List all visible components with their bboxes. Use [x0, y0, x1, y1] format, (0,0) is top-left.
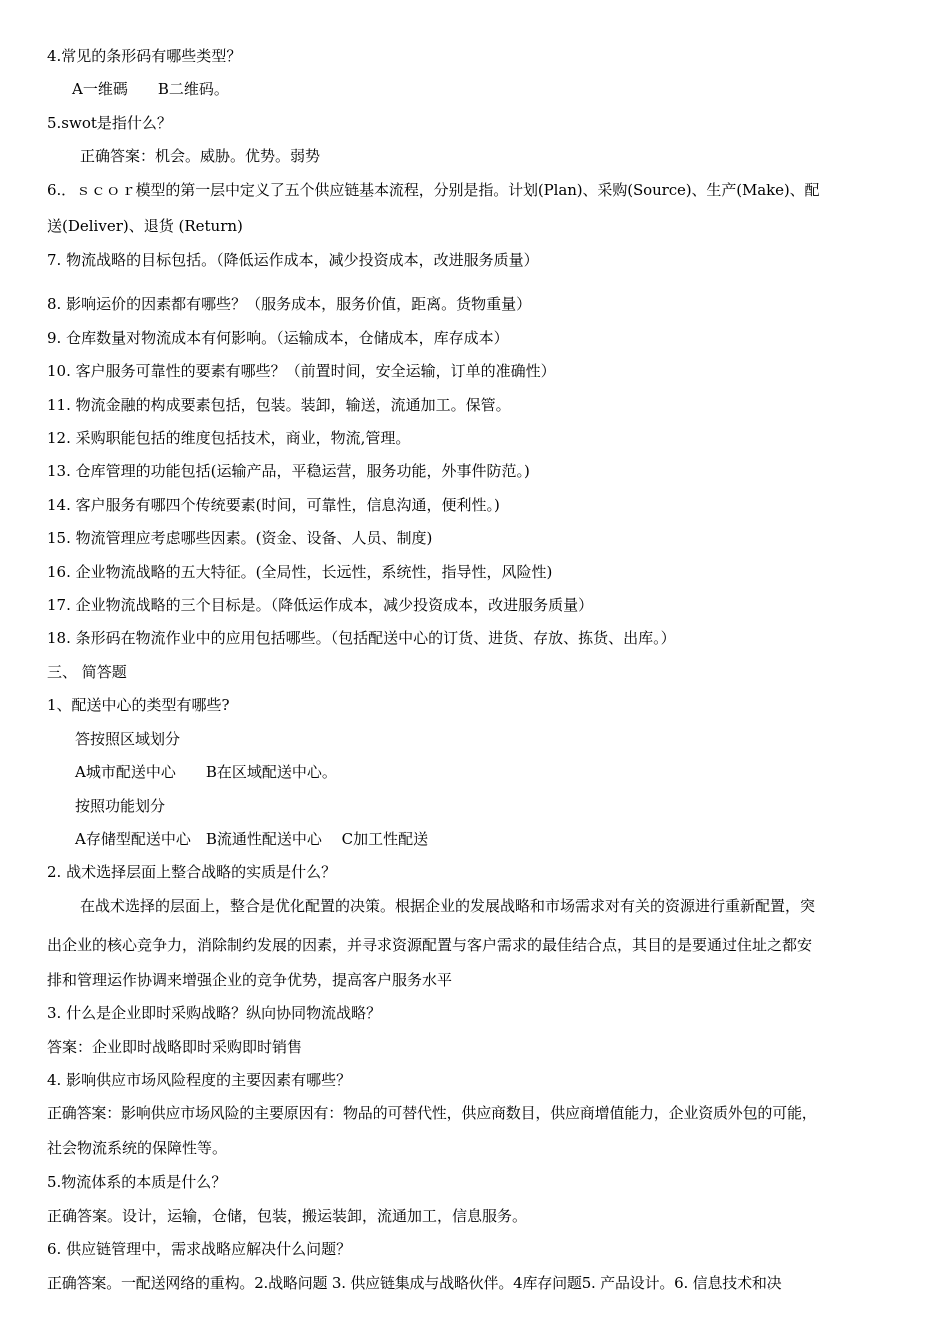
- short-question-4-line: 4. 影响供应市场风险程度的主要因素有哪些？: [47, 1071, 352, 1089]
- short-answer-1-region-label: 答按照区域划分: [75, 730, 181, 748]
- question-6-line-2: 送(Deliver)、退货 (Return): [47, 217, 243, 235]
- item-15-line: 15. 物流管理应考虑哪些因素。(资金、设备、人员、制度): [47, 529, 433, 547]
- item-13-line: 13. 仓库管理的功能包括(运输产品，平稳运营，服务功能，外事件防范。): [47, 462, 530, 480]
- answer-5-line: 正确答案：机会。威胁。优势。弱势: [80, 147, 321, 165]
- short-answer-4-line-2: 社会物流系统的保障性等。: [47, 1139, 228, 1157]
- short-answer-2-line-2: 出企业的核心竞争力，消除制约发展的因素，并寻求资源配置与客户需求的最佳结合点，其目的是要通过住址之都安: [47, 936, 813, 954]
- short-answer-6-line: 正确答案。一配送网络的重构。2.战略问题 3. 供应链集成与战略伙伴。4库存问题5. 产品设计。6. 信息技术和决: [47, 1274, 782, 1292]
- question-4-line: 4.常见的条形码有哪些类型？: [47, 47, 242, 65]
- short-question-3-line: 3. 什么是企业即时采购战略？纵向协同物流战略？: [47, 1004, 382, 1022]
- item-10-line: 10. 客户服务可靠性的要素有哪些？（前置时间，安全运输，订单的准确性）: [47, 362, 556, 380]
- short-answer-4-line-1: 正确答案：影响供应市场风险的主要原因有：物品的可替代性，供应商数目，供应商增值能力，企业资质外包的可能，: [47, 1104, 817, 1122]
- short-question-2-line: 2. 战术选择层面上整合战略的实质是什么？: [47, 863, 337, 881]
- short-answer-1-function-items: A存储型配送中心 B流通性配送中心 C加工性配送: [75, 830, 429, 848]
- question-5-line: 5.swot是指什么？: [47, 114, 172, 132]
- short-question-6-line: 6. 供应链管理中，需求战略应解决什么问题？: [47, 1240, 352, 1258]
- short-answer-1-function-label: 按照功能划分: [75, 797, 166, 815]
- item-18-line: 18. 条形码在物流作业中的应用包括哪些。（包括配送中心的订货、进货、存放、拣货、出库。）: [47, 629, 676, 647]
- short-question-1-line: 1、配送中心的类型有哪些?: [47, 696, 230, 714]
- question-6-line-1: 6.．ｓｃｏｒ模型的第一层中定义了五个供应链基本流程，分别是指。计划(Plan)、采购(Source)、生产(Make)、配: [47, 181, 820, 199]
- item-12-line: 12. 采购职能包括的维度包括技术，商业，物流,管理。: [47, 429, 411, 447]
- item-14-line: 14. 客户服务有哪四个传统要素(时间，可靠性，信息沟通，便利性。): [47, 496, 500, 514]
- item-11-line: 11. 物流金融的构成要素包括，包装。装卸，输送，流通加工。保管。: [47, 396, 511, 414]
- short-answer-1-region-items: A城市配送中心 B在区域配送中心。: [75, 763, 337, 781]
- short-question-5-line: 5.物流体系的本质是什么？: [47, 1173, 227, 1191]
- item-7-line: 7. 物流战略的目标包括。（降低运作成本，减少投资成本，改进服务质量）: [47, 251, 539, 269]
- short-answer-5-line: 正确答案。设计，运输，仓储，包装，搬运装卸，流通加工，信息服务。: [47, 1207, 528, 1225]
- item-9-line: 9. 仓库数量对物流成本有何影响。（运输成本，仓储成本，库存成本）: [47, 329, 509, 347]
- short-answer-2-line-1: 在战术选择的层面上，整合是优化配置的决策。根据企业的发展战略和市场需求对有关的资源进行重新配置，突: [80, 897, 816, 915]
- item-16-line: 16. 企业物流战略的五大特征。(全局性，长远性，系统性，指导性，风险性): [47, 563, 553, 581]
- item-17-line: 17. 企业物流战略的三个目标是。（降低运作成本，减少投资成本，改进服务质量）: [47, 596, 594, 614]
- short-answer-3-line: 答案：企业即时战略即时采购即时销售: [47, 1038, 303, 1056]
- item-8-line: 8. 影响运价的因素都有哪些？（服务成本，服务价值，距离。货物重量）: [47, 295, 532, 313]
- section-heading: 三、 简答题: [47, 663, 127, 681]
- short-answer-2-line-3: 排和管理运作协调来增强企业的竞争优势，提高客户服务水平: [47, 971, 453, 989]
- answer-4-line: A一维碼 B二维码。: [72, 80, 229, 98]
